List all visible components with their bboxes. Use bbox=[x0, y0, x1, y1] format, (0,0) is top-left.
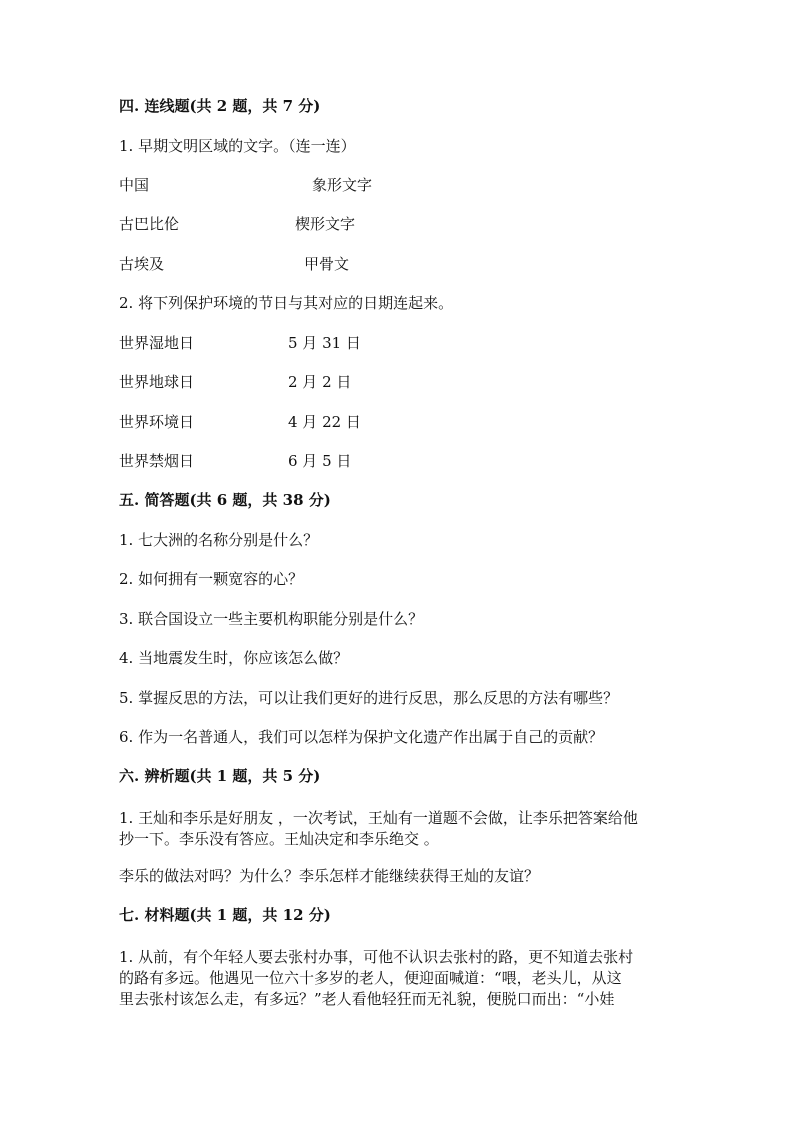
s4-q1-left-3: 古埃及 bbox=[119, 255, 165, 273]
section-6-heading: 六. 辨析题(共 1 题，共 5 分) bbox=[119, 767, 321, 785]
s7-q1-line-3: 里去张村该怎么走，有多远？”老人看他轻狂而无礼貌，便脱口而出：“小娃 bbox=[119, 990, 615, 1008]
s6-q1-line-1: 1. 王灿和李乐是好朋友 ，一次考试，王灿有一道题不会做，让李乐把答案给他 bbox=[119, 809, 638, 827]
s4-q2-left-3: 世界环境日 bbox=[119, 413, 195, 431]
s4-q2-right-3: 4 月 22 日 bbox=[288, 413, 361, 431]
s7-q1-line-1: 1. 从前，有个年轻人要去张村办事，可他不认识去张村的路，更不知道去张村 bbox=[119, 948, 634, 966]
s4-q2-right-1: 5 月 31 日 bbox=[288, 334, 361, 352]
s4-q2-right-2: 2 月 2 日 bbox=[288, 373, 352, 391]
s6-q1-followup: 李乐的做法对吗？为什么？李乐怎样才能继续获得王灿的友谊？ bbox=[119, 867, 540, 885]
section-5-heading: 五. 简答题(共 6 题，共 38 分) bbox=[119, 491, 331, 509]
s4-q1-right-3: 甲骨文 bbox=[304, 255, 350, 273]
s4-q1-left-1: 中国 bbox=[119, 176, 150, 194]
s5-question-3: 3. 联合国设立一些主要机构职能分别是什么？ bbox=[119, 610, 424, 628]
s7-q1-line-2: 的路有多远。他遇见一位六十多岁的老人，便迎面喊道：“喂，老头儿，从这 bbox=[119, 969, 622, 987]
s5-question-1: 1. 七大洲的名称分别是什么？ bbox=[119, 531, 319, 549]
s5-question-2: 2. 如何拥有一颗宽容的心？ bbox=[119, 570, 304, 588]
s5-question-5: 5. 掌握反思的方法，可以让我们更好的进行反思，那么反思的方法有哪些？ bbox=[119, 689, 619, 707]
s4-q2-prompt: 2. 将下列保护环境的节日与其对应的日期连起来。 bbox=[119, 294, 454, 312]
section-4-heading: 四. 连线题(共 2 题，共 7 分) bbox=[119, 97, 321, 115]
section-7-heading: 七. 材料题(共 1 题，共 12 分) bbox=[119, 906, 331, 924]
s4-q2-left-4: 世界禁烟日 bbox=[119, 452, 195, 470]
s5-question-6: 6. 作为一名普通人，我们可以怎样为保护文化遗产作出属于自己的贡献？ bbox=[119, 728, 604, 746]
s4-q1-right-1: 象形文字 bbox=[312, 176, 373, 194]
s5-question-4: 4. 当地震发生时，你应该怎么做？ bbox=[119, 649, 349, 667]
s4-q1-right-2: 楔形文字 bbox=[295, 215, 356, 233]
s4-q2-right-4: 6 月 5 日 bbox=[288, 452, 352, 470]
s4-q1-prompt: 1. 早期文明区域的文字。（连一连） bbox=[119, 137, 356, 155]
s4-q2-left-2: 世界地球日 bbox=[119, 373, 195, 391]
s4-q1-left-2: 古巴比伦 bbox=[119, 215, 180, 233]
s6-q1-line-2: 抄一下。李乐没有答应。王灿决定和李乐绝交 。 bbox=[119, 830, 439, 848]
s4-q2-left-1: 世界湿地日 bbox=[119, 334, 195, 352]
